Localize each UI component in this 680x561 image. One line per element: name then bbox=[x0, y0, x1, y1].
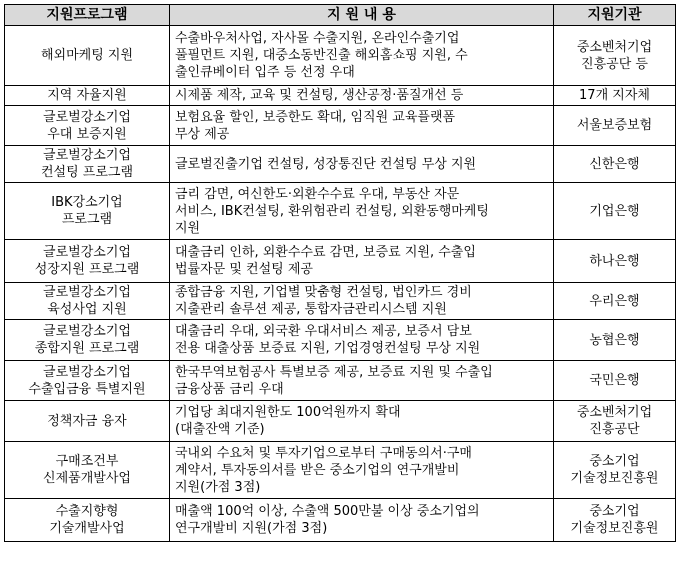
program-cell-line: 프로그램 bbox=[61, 212, 113, 227]
agency-cell bbox=[554, 361, 676, 401]
program-cell-line: 기술개발사업 bbox=[49, 521, 125, 536]
content-cell bbox=[170, 106, 554, 146]
header-program: 지원프로그램 bbox=[5, 5, 170, 26]
agency-cell-line: 우리은행 bbox=[589, 293, 640, 309]
table-row bbox=[5, 320, 676, 361]
content-cell-line: 기업당 최대지원한도 100억원까지 확대 bbox=[175, 405, 401, 420]
agency-cell bbox=[554, 320, 676, 361]
content-cell-line: 수출바우처사업, 자사몰 수출지원, 온라인수출기업 bbox=[175, 31, 460, 46]
content-cell-line: 출인큐베이터 입주 등 선정 우대 bbox=[175, 65, 355, 80]
content-cell-line: 지출관리 솔루션 제공, 통합자금관리시스템 지원 bbox=[175, 302, 447, 317]
table-row bbox=[5, 86, 676, 106]
agency-cell-line: 중소기업 bbox=[589, 454, 640, 469]
table-row bbox=[5, 442, 676, 499]
program-cell bbox=[5, 442, 170, 499]
program-cell-line: 구매조건부 bbox=[55, 454, 119, 469]
agency-cell-line: 신한은행 bbox=[589, 156, 640, 172]
program-cell-line: 성장지원 프로그램 bbox=[34, 262, 140, 277]
content-cell-line: 대출금리 우대, 외국환 우대서비스 제공, 보증서 담보 bbox=[175, 324, 472, 339]
content-cell-line: 한국무역보험공사 특별보증 제공, 보증료 지원 및 수출입 bbox=[175, 364, 493, 380]
content-cell-line: 금리 감면, 여신한도·외환수수료 우대, 부동산 자문 bbox=[175, 186, 460, 202]
header-agency: 지원기관 bbox=[554, 5, 676, 26]
content-cell-line: 대출금리 인하, 외환수수료 감면, 보증료 지원, 수출입 bbox=[175, 245, 476, 260]
content-cell bbox=[170, 361, 554, 401]
content-cell-line: 금융상품 금리 우대 bbox=[175, 381, 284, 397]
content-cell bbox=[170, 401, 554, 442]
agency-cell bbox=[554, 442, 676, 499]
content-cell-line: 전용 대출상품 보증료 지원, 기업경영컨설팅 무상 지원 bbox=[175, 341, 481, 356]
table-row bbox=[5, 499, 676, 542]
table-body bbox=[5, 26, 676, 542]
agency-cell-line: 중소기업 bbox=[589, 504, 640, 519]
content-cell bbox=[170, 183, 554, 240]
agency-cell-line: 하나은행 bbox=[589, 253, 640, 269]
program-cell bbox=[5, 183, 170, 240]
content-cell-line: 시제품 제작, 교육 및 컨설팅, 생산공정·품질개선 등 bbox=[175, 88, 464, 103]
program-cell bbox=[5, 401, 170, 442]
agency-cell-line: 중소벤처기업 bbox=[576, 405, 653, 420]
agency-cell bbox=[554, 183, 676, 240]
program-cell-line: 우대 보증지원 bbox=[47, 126, 127, 142]
content-cell bbox=[170, 26, 554, 86]
support-program-table bbox=[4, 4, 676, 542]
agency-cell-line: 진흥공단 등 bbox=[581, 56, 648, 72]
program-cell bbox=[5, 283, 170, 320]
agency-cell bbox=[554, 283, 676, 320]
header-content: 지 원 내 용 bbox=[170, 5, 554, 26]
agency-cell bbox=[554, 240, 676, 283]
program-cell-line: 지역 자율지원 bbox=[47, 88, 127, 103]
program-cell bbox=[5, 499, 170, 542]
content-cell bbox=[170, 240, 554, 283]
table-row bbox=[5, 26, 676, 86]
program-cell-line: 정책자금 융자 bbox=[47, 413, 127, 429]
agency-cell bbox=[554, 106, 676, 146]
agency-cell-line: 진흥공단 bbox=[589, 422, 640, 437]
agency-cell bbox=[554, 26, 676, 86]
program-cell bbox=[5, 106, 170, 146]
table-row bbox=[5, 401, 676, 442]
content-cell-line: 풀필먼트 지원, 대중소동반진출 해외홈쇼핑 지원, 수 bbox=[175, 48, 468, 63]
program-cell-line: 해외마케팅 지원 bbox=[40, 48, 134, 63]
program-cell-line: 신제품개발사업 bbox=[43, 471, 131, 486]
program-cell-line: 글로벌강소기업 bbox=[43, 245, 131, 260]
content-cell-line: 무상 제공 bbox=[175, 126, 230, 142]
content-cell bbox=[170, 146, 554, 183]
agency-cell-line: 국민은행 bbox=[589, 373, 640, 388]
agency-cell-line: 농협은행 bbox=[589, 332, 640, 348]
agency-cell-line: 중소벤처기업 bbox=[576, 39, 653, 55]
content-cell bbox=[170, 499, 554, 542]
program-cell bbox=[5, 320, 170, 361]
program-cell bbox=[5, 86, 170, 106]
program-cell-line: 수출지향형 bbox=[55, 504, 119, 519]
content-cell bbox=[170, 320, 554, 361]
program-cell-line: 수출입금융 특별지원 bbox=[28, 381, 146, 397]
table-header-row bbox=[5, 5, 676, 26]
agency-cell bbox=[554, 499, 676, 542]
program-cell-line: 글로벌강소기업 bbox=[43, 285, 131, 300]
support-program-table-container bbox=[4, 4, 675, 542]
program-cell-line: 글로벌강소기업 bbox=[43, 324, 131, 339]
program-cell bbox=[5, 146, 170, 183]
table-row bbox=[5, 146, 676, 183]
program-cell-line: 컨설팅 프로그램 bbox=[40, 165, 134, 180]
table-row bbox=[5, 183, 676, 240]
agency-cell-line: 기업은행 bbox=[589, 203, 640, 219]
content-cell-line: 종합금융 지원, 기업별 맞춤형 컨설팅, 법인카드 경비 bbox=[175, 285, 472, 300]
table-row bbox=[5, 283, 676, 320]
program-cell bbox=[5, 240, 170, 283]
agency-cell bbox=[554, 146, 676, 183]
program-cell bbox=[5, 26, 170, 86]
content-cell bbox=[170, 86, 554, 106]
content-cell-line: 법률자문 및 컨설팅 제공 bbox=[175, 262, 313, 277]
content-cell-line: 글로벌진출기업 컨설팅, 성장통진단 컨설팅 무상 지원 bbox=[175, 156, 477, 172]
program-cell-line: 종합지원 프로그램 bbox=[34, 341, 140, 356]
agency-cell-line: 17개 지자체 bbox=[579, 88, 650, 103]
content-cell-line: 국내외 수요처 및 투자기업으로부터 구매동의서·구매 bbox=[175, 445, 472, 461]
table-row bbox=[5, 106, 676, 146]
agency-cell-line: 기술정보진흥원 bbox=[570, 521, 659, 536]
program-cell-line: IBK강소기업 bbox=[51, 195, 123, 210]
content-cell-line: 서비스, IBK컨설팅, 환위험관리 컨설팅, 외환동행마케팅 bbox=[175, 203, 489, 219]
agency-cell bbox=[554, 86, 676, 106]
program-cell-line: 글로벌강소기업 bbox=[43, 148, 131, 163]
content-cell-line: 보험요율 할인, 보증한도 확대, 임직원 교육플랫폼 bbox=[175, 109, 456, 125]
agency-cell-line: 기술정보진흥원 bbox=[570, 471, 659, 486]
content-cell-line: 연구개발비 지원(가점 3점) bbox=[175, 521, 328, 536]
table-row bbox=[5, 361, 676, 401]
agency-cell-line: 서울보증보험 bbox=[576, 118, 653, 133]
content-cell-line: 지원(가점 3점) bbox=[175, 479, 261, 495]
program-cell bbox=[5, 361, 170, 401]
table-row bbox=[5, 240, 676, 283]
program-cell-line: 글로벌강소기업 bbox=[43, 364, 131, 380]
content-cell-line: (대출잔액 기준) bbox=[175, 422, 265, 437]
content-cell-line: 계약서, 투자동의서를 받은 중소기업의 연구개발비 bbox=[175, 462, 460, 478]
content-cell bbox=[170, 283, 554, 320]
content-cell-line: 지원 bbox=[175, 220, 201, 236]
content-cell bbox=[170, 442, 554, 499]
content-cell-line: 매출액 100억 이상, 수출액 500만불 이상 중소기업의 bbox=[175, 504, 480, 519]
agency-cell bbox=[554, 401, 676, 442]
program-cell-line: 글로벌강소기업 bbox=[43, 109, 131, 125]
program-cell-line: 육성사업 지원 bbox=[47, 302, 127, 317]
